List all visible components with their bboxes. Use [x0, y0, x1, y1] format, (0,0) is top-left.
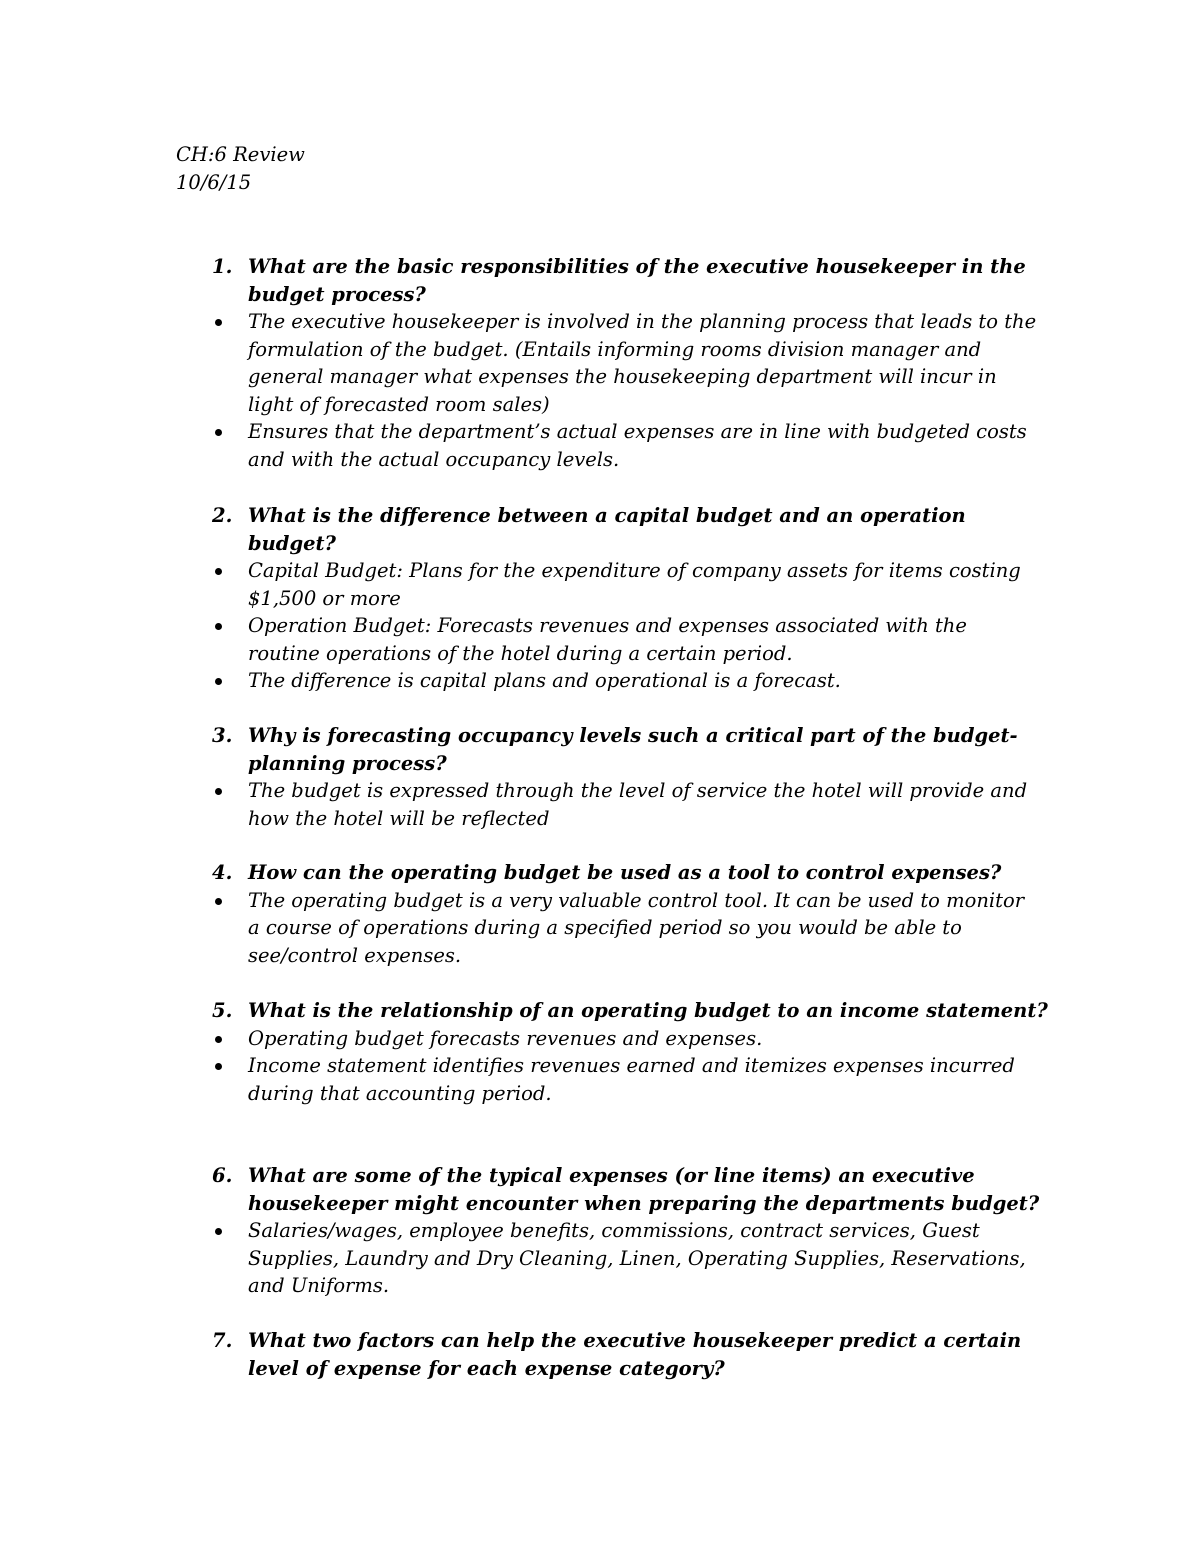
question-text: Why is forecasting occupancy levels such a critical part of the budget-planning process?: [248, 724, 1018, 775]
question-block-5: [0, 997, 1200, 1107]
question-text: What is the relationship of an operating budget to an income statement?: [248, 999, 1048, 1022]
bullet-icon: [215, 568, 222, 575]
question-block-4: [0, 859, 1200, 969]
document-header: [176, 141, 305, 197]
question-3: [212, 722, 1048, 777]
answer-item: [248, 418, 1038, 473]
question-6: [212, 1162, 1048, 1217]
question-number: 1.: [212, 255, 233, 278]
answer-item: [248, 887, 1038, 970]
answer-text: Income statement identifies revenues earned and itemizes expenses incurred during that accounting period.: [248, 1054, 1015, 1105]
document-title: CH:6 Review: [176, 143, 305, 166]
bullet-icon: [215, 1228, 222, 1235]
question-number: 2.: [212, 504, 233, 527]
bullet-icon: [215, 319, 222, 326]
question-block-2: [0, 502, 1200, 695]
bullet-icon: [215, 898, 222, 905]
question-number: 5.: [212, 999, 233, 1022]
bullet-icon: [215, 678, 222, 685]
question-5: [212, 997, 1048, 1025]
bullet-icon: [215, 429, 222, 436]
question-number: 4.: [212, 861, 233, 884]
question-2: [212, 502, 1048, 557]
question-1: [212, 253, 1048, 308]
answer-item: [248, 777, 1038, 832]
answer-text: The operating budget is a very valuable control tool. It can be used to monitor a course of operations during a specified period so you would be able to see/control expenses.: [248, 888, 1025, 967]
answer-item: [248, 612, 1038, 667]
answer-text: Ensures that the department’s actual expenses are in line with budgeted costs and with the actual occupancy levels.: [248, 420, 1027, 471]
bullet-icon: [215, 1036, 222, 1043]
question-text: What two factors can help the executive housekeeper predict a certain level of expense for each expense category?: [248, 1329, 1022, 1380]
question-block-1: [0, 253, 1200, 473]
bullet-icon: [215, 623, 222, 630]
answer-item: [248, 1052, 1038, 1107]
bullet-icon: [215, 1063, 222, 1070]
answer-text: The difference is capital plans and operational is a forecast.: [248, 669, 841, 692]
question-text: What are the basic responsibilities of the executive housekeeper in the budget process?: [248, 255, 1026, 306]
answer-text: The budget is expressed through the level of service the hotel will provide and how the hotel will be reflected: [248, 779, 1028, 830]
answer-item: [248, 1025, 1038, 1053]
question-block-3: [0, 722, 1200, 832]
question-text: What is the difference between a capital budget and an operation budget?: [248, 504, 966, 555]
question-number: 7.: [212, 1329, 233, 1352]
question-7: [212, 1327, 1048, 1382]
answer-item: [248, 557, 1038, 612]
answer-text: Operating budget forecasts revenues and expenses.: [248, 1026, 763, 1050]
answer-text: Capital Budget: Plans for the expenditure of company assets for items costing $1,500 or more: [248, 559, 1021, 610]
answer-text: The executive housekeeper is involved in the planning process that leads to the formulation of the budget. (Entails informing rooms division manager and general manager what expenses the housekeeping department will incur in light of forecasted room sales): [248, 310, 1037, 416]
question-number: 3.: [212, 724, 233, 747]
answer-text: Operation Budget: Forecasts revenues and expenses associated with the routine operations of the hotel during a certain period.: [248, 614, 967, 665]
question-text: What are some of the typical expenses (or line items) an executive housekeeper might encounter when preparing the departments budget?: [248, 1164, 1040, 1215]
answer-item: [248, 1217, 1038, 1300]
question-number: 6.: [212, 1164, 233, 1187]
question-4: [212, 859, 1048, 887]
question-block-7: [0, 1327, 1200, 1382]
document-date: 10/6/15: [176, 171, 252, 194]
answer-text: Salaries/wages, employee benefits, commissions, contract services, Guest Supplies, Laundry and Dry Cleaning, Linen, Operating Supplies, Reservations, and Uniforms.: [248, 1219, 1026, 1297]
answer-item: [248, 667, 1038, 695]
bullet-icon: [215, 788, 222, 795]
question-block-6: [0, 1162, 1200, 1300]
answer-item: [248, 308, 1038, 418]
question-text: How can the operating budget be used as a tool to control expenses?: [248, 861, 1002, 884]
